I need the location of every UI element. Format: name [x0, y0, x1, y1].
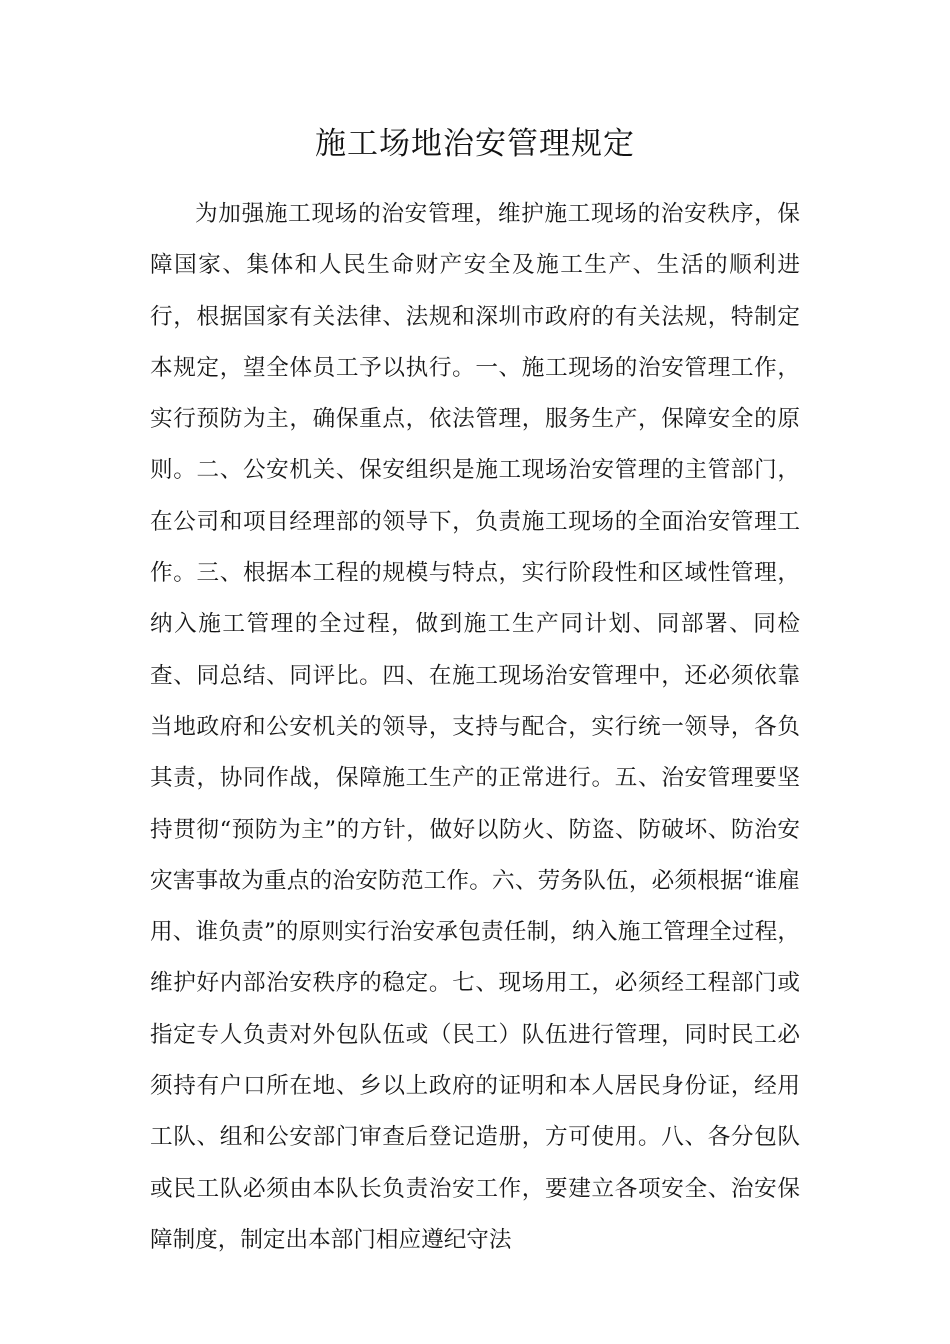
document-title: 施工场地治安管理规定: [315, 126, 635, 162]
document-body-paragraph: 为加强施工现场的治安管理，维护施工现场的治安秩序，保障国家、集体和人民生命财产安全及施工生产、生活的顺利进行，根据国家有关法律、法规和深圳市政府的有关法规，特制定本规定，望全体员工予以执行。一、施工现场的治安管理工作，实行预防为主，确保重点，依法管理，服务生产，保障安全的原则。二、公安机关、保安组织是施工现场治安管理的主管部门，在公司和项目经理部的领导下，负责施工现场的全面治安管理工作。三、根据本工程的规模与特点，实行阶段性和区域性管理，纳入施工管理的全过程，做到施工生产同计划、同部署、同检查、同总结、同评比。四、在施工现场治安管理中，还必须依靠当地政府和公安机关的领导，支持与配合，实行统一领导，各负其责，协同作战，保障施工生产的正常进行。五、治安管理要坚持贯彻“预防为主”的方针，做好以防火、防盗、防破坏、防治安灾害事故为重点的治安防范工作。六、劳务队伍，必须根据“谁雇用、谁负责”的原则实行治安承包责任制，纳入施工管理全过程，维护好内部治安秩序的稳定。七、现场用工，必须经工程部门或指定专人负责对外包队伍或（民工）队伍进行管理，同时民工必须持有户口所在地、乡以上政府的证明和本人居民身份证，经用工队、组和公安部门审查后登记造册，方可使用。八、各分包队或民工队必须由本队长负责治安工作，要建立各项安全、治安保障制度，制定出本部门相应遵纪守法: [150, 201, 800, 1253]
